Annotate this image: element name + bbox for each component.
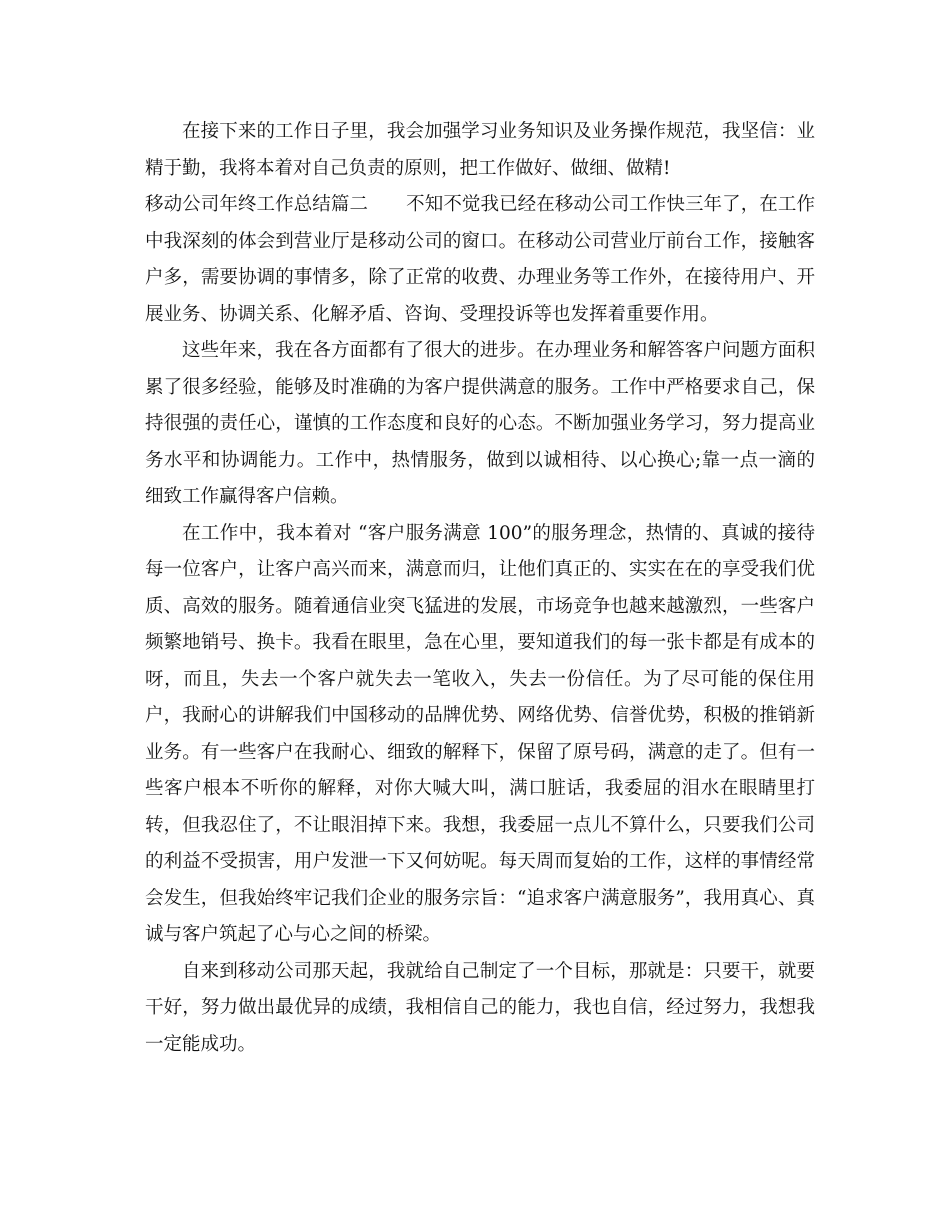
document-body	[145, 114, 815, 1063]
paragraph-work-plan: 在接下来的工作日子里，我会加强学习业务知识及业务操作规范，我坚信：业精于勤，我将本着对自己负责的原则，把工作做好、做细、做精!	[145, 121, 815, 179]
section-intro-text: 不知不觉我已经在移动公司工作快三年了，在工作中我深刻的体会到营业厅是移动公司的窗口。在移动公司营业厅前台工作，接触客户多，需要协调的事情多，除了正常的收费、办理业务等工作外，在接待用户、开展业务、协调关系、化解矛盾、咨询、受理投诉等也发挥着重要作用。	[145, 194, 815, 325]
paragraph-section-two	[145, 187, 815, 333]
section-heading: 移动公司年终工作总结篇二	[145, 194, 369, 215]
paragraph-progress: 这些年来，我在各方面都有了很大的进步。在办理业务和解答客户问题方面积累了很多经验，能够及时准确的为客户提供满意的服务。工作中严格要求自己，保持很强的责任心，谨慎的工作态度和良好的心态。不断加强业务学习，努力提高业务水平和协调能力。工作中，热情服务，做到以诚相待、以心换心;靠一点一滴的细致工作赢得客户信赖。	[145, 340, 815, 507]
paragraph-goal: 自来到移动公司那天起，我就给自己制定了一个目标，那就是：只要干，就要干好，努力做出最优异的成绩，我相信自己的能力，我也自信，经过努力，我想我一定能成功。	[145, 960, 815, 1055]
paragraph-service-philosophy: 在工作中，我本着对 “客户服务满意 100”的服务理念，热情的、真诚的接待每一位客户，让客户高兴而来，满意而归，让他们真正的、实实在在的享受我们优质、高效的服务。随着通信业突飞猛进的发展，市场竞争也越来越激烈，一些客户频繁地销号、换卡。我看在眼里，急在心里，要知道我们的每一张卡都是有成本的呀，而且，失去一个客户就失去一笔收入，失去一份信任。为了尽可能的保住用户，我耐心的讲解我们中国移动的品牌优势、网络优势、信誉优势，积极的推销新业务。有一些客户在我耐心、细致的解释下，保留了原号码，满意的走了。但有一些客户根本不听你的解释，对你大喊大叫，满口脏话，我委屈的泪水在眼睛里打转，但我忍住了，不让眼泪掉下来。我想，我委屈一点儿不算什么，只要我们公司的利益不受损害，用户发泄一下又何妨呢。每天周而复始的工作，这样的事情经常会发生，但我始终牢记我们企业的服务宗旨：“追求客户满意服务”，我用真心、真诚与客户筑起了心与心之间的桥梁。	[145, 522, 815, 945]
